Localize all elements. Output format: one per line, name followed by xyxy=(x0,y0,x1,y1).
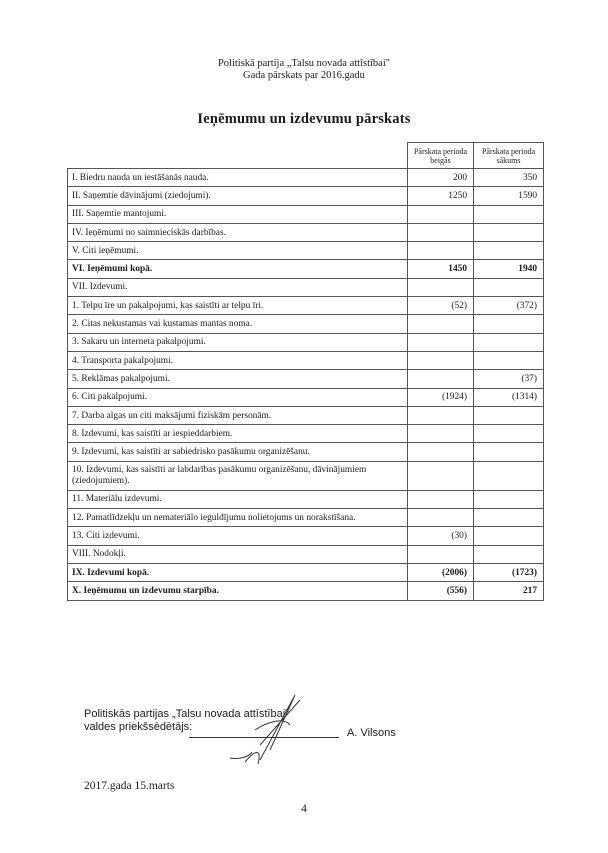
value-end xyxy=(408,406,474,424)
table-header-blank xyxy=(68,143,408,169)
table-row xyxy=(68,187,544,205)
value-end xyxy=(408,278,474,296)
value-start: 350 xyxy=(474,169,544,187)
value-start xyxy=(474,315,544,333)
value-end xyxy=(408,351,474,369)
value-start: (1314) xyxy=(474,388,544,406)
value-start: (37) xyxy=(474,370,544,388)
row-label: VII. Izdevumi. xyxy=(68,278,408,296)
table-row xyxy=(68,406,544,424)
value-end xyxy=(408,443,474,461)
row-label: 12. Pamatlīdzekļu un nemateriālo ieguldījumu nolietojums un norakstīšana. xyxy=(68,509,408,527)
row-label: X. Ieņēmumu un izdevumu starpība. xyxy=(68,582,408,600)
header-report-year: Gada pārskats par 2016.gadu xyxy=(243,70,365,81)
row-label: VI. Ieņēmumi kopā. xyxy=(68,260,408,278)
value-start xyxy=(474,351,544,369)
table-row xyxy=(68,509,544,527)
value-end xyxy=(408,242,474,260)
table-row xyxy=(68,278,544,296)
value-end: 200 xyxy=(408,169,474,187)
row-label: 3. Sakaru un interneta pakalpojumi. xyxy=(68,333,408,351)
value-end xyxy=(408,545,474,563)
value-start xyxy=(474,443,544,461)
table-row xyxy=(68,297,544,315)
row-label: 5. Reklāmas pakalpojumi. xyxy=(68,370,408,388)
value-start xyxy=(474,406,544,424)
row-label: V. Citi ieņēmumi. xyxy=(68,242,408,260)
table-row xyxy=(68,169,544,187)
value-start: (372) xyxy=(474,297,544,315)
table-row xyxy=(68,461,544,490)
value-end xyxy=(408,425,474,443)
value-start xyxy=(474,242,544,260)
table-row xyxy=(68,490,544,508)
value-end: (52) xyxy=(408,297,474,315)
row-label: 13. Citi izdevumi. xyxy=(68,527,408,545)
value-end xyxy=(408,223,474,241)
handwritten-signature xyxy=(200,690,310,770)
table-row xyxy=(68,205,544,223)
value-end: 1450 xyxy=(408,260,474,278)
row-label: 9. Izdevumi, kas saistīti ar sabiedrisko pasākumu organizēšanu. xyxy=(68,443,408,461)
value-end xyxy=(408,490,474,508)
value-end: 1250 xyxy=(408,187,474,205)
row-label: 1. Telpu īre un pakalpojumi, kas saistīti ar telpu īri. xyxy=(68,297,408,315)
value-start: 1940 xyxy=(474,260,544,278)
value-end xyxy=(408,370,474,388)
table-row xyxy=(68,563,544,581)
row-label: 10. Izdevumi, kas saistīti ar labdarības pasākumu organizēšanu, dāvinājumiem (ziedojumiem). xyxy=(68,461,408,490)
table-row xyxy=(68,315,544,333)
row-label: 2. Citas nekustamas vai kustamas mantas noma. xyxy=(68,315,408,333)
value-start xyxy=(474,205,544,223)
row-label: 8. Izdevumi, kas saistīti ar iespieddarbiem. xyxy=(68,425,408,443)
value-end: (2006) xyxy=(408,563,474,581)
row-label: VIII. Nodokļi. xyxy=(68,545,408,563)
value-start xyxy=(474,490,544,508)
value-end xyxy=(408,509,474,527)
value-end xyxy=(408,315,474,333)
value-start xyxy=(474,509,544,527)
row-label: I. Biedru nauda un iestāšanās nauda. xyxy=(68,169,408,187)
row-label: 7. Darba algas un citi maksājumi fiziskām personām. xyxy=(68,406,408,424)
row-label: IV. Ieņēmumi no saimnieciskās darbības. xyxy=(68,223,408,241)
table-header-row xyxy=(68,143,544,169)
signature-org: Politiskās partijas „Talsu novada attīstībai" xyxy=(84,708,290,720)
income-expense-table xyxy=(67,142,544,601)
value-start: (1723) xyxy=(474,563,544,581)
table-row xyxy=(68,351,544,369)
value-start: 1590 xyxy=(474,187,544,205)
table-row xyxy=(68,443,544,461)
row-label: 4. Transporta pakalpojumi. xyxy=(68,351,408,369)
value-end xyxy=(408,333,474,351)
value-end: (1924) xyxy=(408,388,474,406)
table-row xyxy=(68,545,544,563)
signature-role: valdes priekšsēdētājs: xyxy=(84,721,193,733)
column-header-end: Pārskata perioda beigās xyxy=(408,143,474,169)
page-number: 4 xyxy=(301,803,307,815)
signatory-name: A. Vilsons xyxy=(347,727,396,739)
value-end xyxy=(408,461,474,490)
table-row xyxy=(68,260,544,278)
value-end: (30) xyxy=(408,527,474,545)
value-start xyxy=(474,333,544,351)
value-start xyxy=(474,425,544,443)
row-label: 11. Materiālu izdevumi. xyxy=(68,490,408,508)
row-label: IX. Izdevumi kopā. xyxy=(68,563,408,581)
row-label: III. Saņemtie mantojumi. xyxy=(68,205,408,223)
value-start: 217 xyxy=(474,582,544,600)
value-start xyxy=(474,461,544,490)
table-row xyxy=(68,527,544,545)
value-end: (556) xyxy=(408,582,474,600)
column-header-start: Pārskata perioda sākums xyxy=(474,143,544,169)
table-row xyxy=(68,333,544,351)
value-start xyxy=(474,223,544,241)
table-row xyxy=(68,388,544,406)
page-title: Ieņēmumu un izdevumu pārskats xyxy=(197,111,411,127)
table-row xyxy=(68,425,544,443)
value-start xyxy=(474,545,544,563)
row-label: 6. Citi pakalpojumi. xyxy=(68,388,408,406)
value-start xyxy=(474,278,544,296)
table-row xyxy=(68,582,544,600)
value-start xyxy=(474,527,544,545)
document-date: 2017.gada 15.marts xyxy=(84,780,175,792)
table-row xyxy=(68,242,544,260)
value-end xyxy=(408,205,474,223)
table-row xyxy=(68,370,544,388)
row-label: II. Saņemtie dāvinājumi (ziedojumi). xyxy=(68,187,408,205)
header-party-name: Politiskā partija „Talsu novada attīstībai" xyxy=(217,58,391,69)
table-row xyxy=(68,223,544,241)
